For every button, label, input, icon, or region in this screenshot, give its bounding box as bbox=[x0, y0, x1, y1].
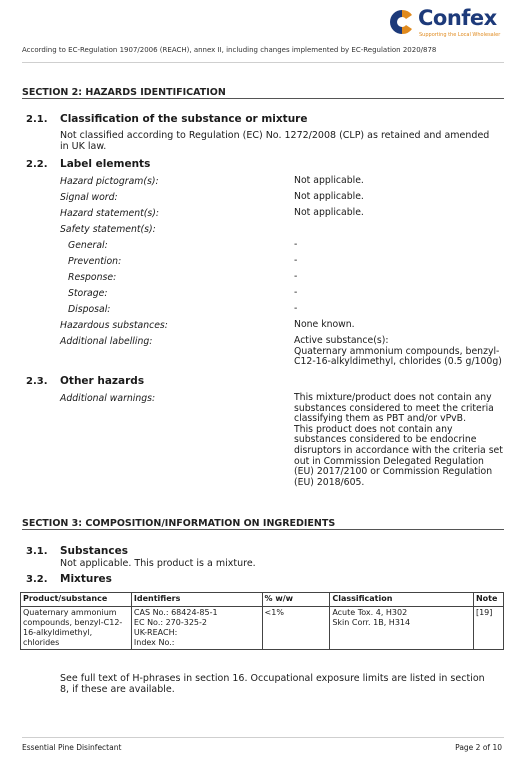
value-hazard-pictograms: Not applicable. bbox=[294, 175, 364, 186]
cell-percent: <1% bbox=[262, 607, 330, 650]
s21-title: Classification of the substance or mixture bbox=[60, 113, 308, 125]
column-header: Product/substance bbox=[21, 593, 132, 607]
s32-number: 3.2. bbox=[26, 574, 48, 585]
label-disposal: Disposal: bbox=[68, 304, 111, 315]
label-prevention: Prevention: bbox=[68, 256, 122, 267]
value-general: - bbox=[294, 239, 298, 250]
s23-number: 2.3. bbox=[26, 376, 48, 387]
s32-title: Mixtures bbox=[60, 573, 112, 585]
label-additional-warnings: Additional warnings: bbox=[60, 393, 156, 404]
logo-mark-icon bbox=[388, 8, 416, 36]
value-response: - bbox=[294, 271, 298, 282]
label-additional-labelling: Additional labelling: bbox=[60, 336, 153, 347]
s22-number: 2.2. bbox=[26, 159, 48, 170]
logo-tagline: Supporting the Local Wholesaler bbox=[419, 32, 501, 38]
footer-page-number: Page 2 of 10 bbox=[455, 743, 502, 752]
s23-title: Other hazards bbox=[60, 375, 145, 387]
value-prevention: - bbox=[294, 255, 298, 266]
table-row bbox=[21, 607, 504, 650]
company-logo bbox=[388, 6, 504, 42]
cell-classification: Acute Tox. 4, H302 Skin Corr. 1B, H314 bbox=[330, 607, 474, 650]
s31-title: Substances bbox=[60, 545, 128, 557]
value-disposal: - bbox=[294, 303, 298, 314]
footer-product-name: Essential Pine Disinfectant bbox=[22, 743, 122, 752]
section3-footnote: See full text of H-phrases in section 16. Occupational exposure limits are listed in section 8, if these are available. bbox=[60, 673, 485, 695]
label-safety-statements: Safety statement(s): bbox=[60, 224, 156, 235]
header-divider bbox=[22, 62, 504, 63]
section3-heading: SECTION 3: COMPOSITION/INFORMATION ON INGREDIENTS bbox=[22, 516, 504, 530]
column-header: Note bbox=[473, 593, 503, 607]
value-additional-labelling: Active substance(s): Quaternary ammonium compounds, benzyl-C12-16-alkyldimethyl, chlorides (0.5 g/100g) bbox=[294, 335, 502, 368]
cell-identifiers: CAS No.: 68424-85-1 EC No.: 270-325-2 UK-REACH: Index No.: bbox=[131, 607, 262, 650]
column-header: Classification bbox=[330, 593, 474, 607]
label-signal-word: Signal word: bbox=[60, 192, 118, 203]
label-general: General: bbox=[68, 240, 108, 251]
value-additional-warnings: This mixture/product does not contain any substances considered to meet the criteria classifying them as PBT and/or vPvB. This product does not contain any substances considered to be endocrine disruptors in accordance with the criteria set out in Commission Delegated Regulation (EU) 2017/2100 or Commission Regulation (EU) 2018/605. bbox=[294, 392, 503, 488]
s21-number: 2.1. bbox=[26, 114, 48, 125]
logo-wordmark: Confex bbox=[418, 6, 497, 30]
s31-text: Not applicable. This product is a mixture. bbox=[60, 558, 256, 569]
label-hazard-pictograms: Hazard pictogram(s): bbox=[60, 176, 159, 187]
label-storage: Storage: bbox=[68, 288, 108, 299]
value-hazardous-substances: None known. bbox=[294, 319, 355, 330]
s21-text: Not classified according to Regulation (EC) No. 1272/2008 (CLP) as retained and amended in UK law. bbox=[60, 130, 490, 152]
label-hazard-statements: Hazard statement(s): bbox=[60, 208, 160, 219]
section2-heading: SECTION 2: HAZARDS IDENTIFICATION bbox=[22, 85, 504, 99]
label-response: Response: bbox=[68, 272, 117, 283]
s22-title: Label elements bbox=[60, 158, 151, 170]
table-header-row bbox=[21, 593, 504, 607]
cell-product: Quaternary ammonium compounds, benzyl-C12-16-alkyldimethyl, chlorides bbox=[21, 607, 132, 650]
mixtures-table bbox=[20, 592, 504, 650]
footer-divider bbox=[22, 737, 504, 738]
column-header: Identifiers bbox=[131, 593, 262, 607]
value-hazard-statements: Not applicable. bbox=[294, 207, 364, 218]
value-storage: - bbox=[294, 287, 298, 298]
s31-number: 3.1. bbox=[26, 546, 48, 557]
regulation-line: According to EC-Regulation 1907/2006 (REACH), annex II, including changes implemented by EC-Regulation 2020/878 bbox=[22, 46, 437, 54]
cell-note: [19] bbox=[473, 607, 503, 650]
column-header: % w/w bbox=[262, 593, 330, 607]
label-hazardous-substances: Hazardous substances: bbox=[60, 320, 168, 331]
value-signal-word: Not applicable. bbox=[294, 191, 364, 202]
